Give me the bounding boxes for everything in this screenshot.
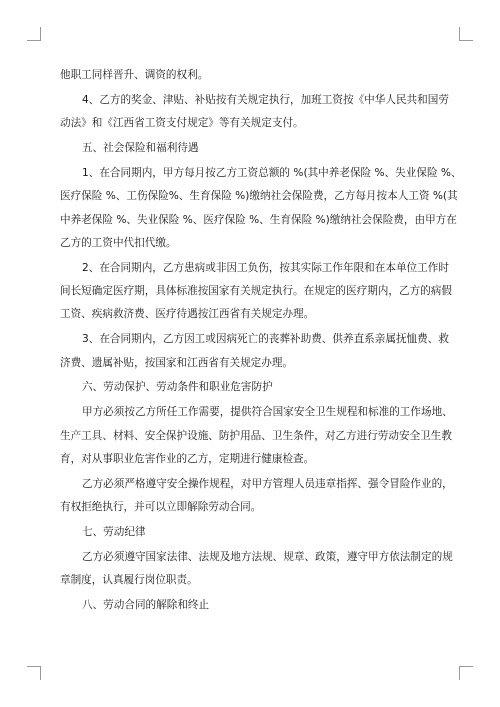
crop-mark-bottom-right-horizontal bbox=[459, 666, 473, 667]
crop-mark-bottom-right-vertical bbox=[459, 666, 460, 680]
text-line: 3、在合同期内，乙方因工或因病死亡的丧葬补助费、供养直系亲属抚恤费、救 bbox=[82, 333, 449, 346]
text-line: 2、在合同期内，乙方患病或非因工负伤，按其实际工作年限和在本单位工作时 bbox=[82, 261, 449, 274]
text-line: 4、乙方的奖金、津贴、补贴按有关规定执行，加班工资按《中华人民共和国劳 bbox=[82, 93, 449, 106]
crop-mark-top-left-horizontal bbox=[27, 40, 41, 41]
text-line: 乙方必须严格遵守安全操作规程，对甲方管理人员违章指挥、强令冒险作业的， bbox=[82, 477, 453, 490]
text-line: 济费、遗属补贴，按国家和江西省有关规定办理。 bbox=[60, 356, 294, 369]
section-heading: 六、劳动保护、劳动条件和职业危害防护 bbox=[82, 381, 273, 394]
crop-mark-top-right-horizontal bbox=[459, 40, 473, 41]
text-line: 有权拒绝执行，并可以立即解除劳动合同。 bbox=[60, 501, 262, 514]
section-heading: 八、劳动合同的解除和终止 bbox=[82, 599, 210, 612]
text-line: 医疗保险 %、工伤保险%、生育保险 %)缴纳社会保险费，乙方每月按本人工资 %(其 bbox=[60, 190, 458, 203]
document-body bbox=[60, 64, 462, 617]
text-line: 1、在合同期内，甲方每月按乙方工资总额的 %(其中养老保险 %、失业保险 %、 bbox=[82, 166, 462, 179]
text-line: 生产工具、材料、安全保护设施、防护用品、卫生条件，对乙方进行劳动安全卫生教 bbox=[60, 429, 452, 442]
text-line: 章制度，认真履行岗位职责。 bbox=[60, 574, 198, 587]
section-heading: 五、社会保险和福利待遇 bbox=[82, 142, 199, 155]
text-line: 动法》和《江西省工资支付规定》等有关规定支付。 bbox=[60, 117, 304, 130]
text-line: 间长短确定医疗期，具体标准按国家有关规定执行。在规定的医疗期内，乙方的病假 bbox=[60, 285, 452, 298]
text-line: 育，对从事职业危害作业的乙方，定期进行健康检查。 bbox=[60, 452, 315, 465]
text-line: 中养老保险 %、失业保险 %、医疗保险 %、生育保险 %)缴纳社会保险费，由甲方在 bbox=[60, 213, 457, 226]
text-line: 乙方的工资中代扣代缴。 bbox=[60, 236, 177, 249]
section-heading: 七、劳动纪律 bbox=[82, 525, 146, 538]
crop-mark-bottom-left-horizontal bbox=[27, 666, 41, 667]
crop-mark-top-left-vertical bbox=[40, 27, 41, 41]
crop-mark-top-right-vertical bbox=[459, 27, 460, 41]
crop-mark-bottom-left-vertical bbox=[40, 666, 41, 680]
text-line: 工资、疾病救济费、医疗待遇按江西省有关规定办理。 bbox=[60, 308, 315, 321]
text-line: 甲方必须按乙方所任工作需要，提供符合国家安全卫生规程和标准的工作场地、 bbox=[82, 406, 453, 419]
text-line: 乙方必须遵守国家法律、法规及地方法规、规章、政策，遵守甲方依法制定的规 bbox=[82, 550, 453, 563]
text-line: 他职工同样晋升、调资的权利。 bbox=[60, 69, 209, 81]
